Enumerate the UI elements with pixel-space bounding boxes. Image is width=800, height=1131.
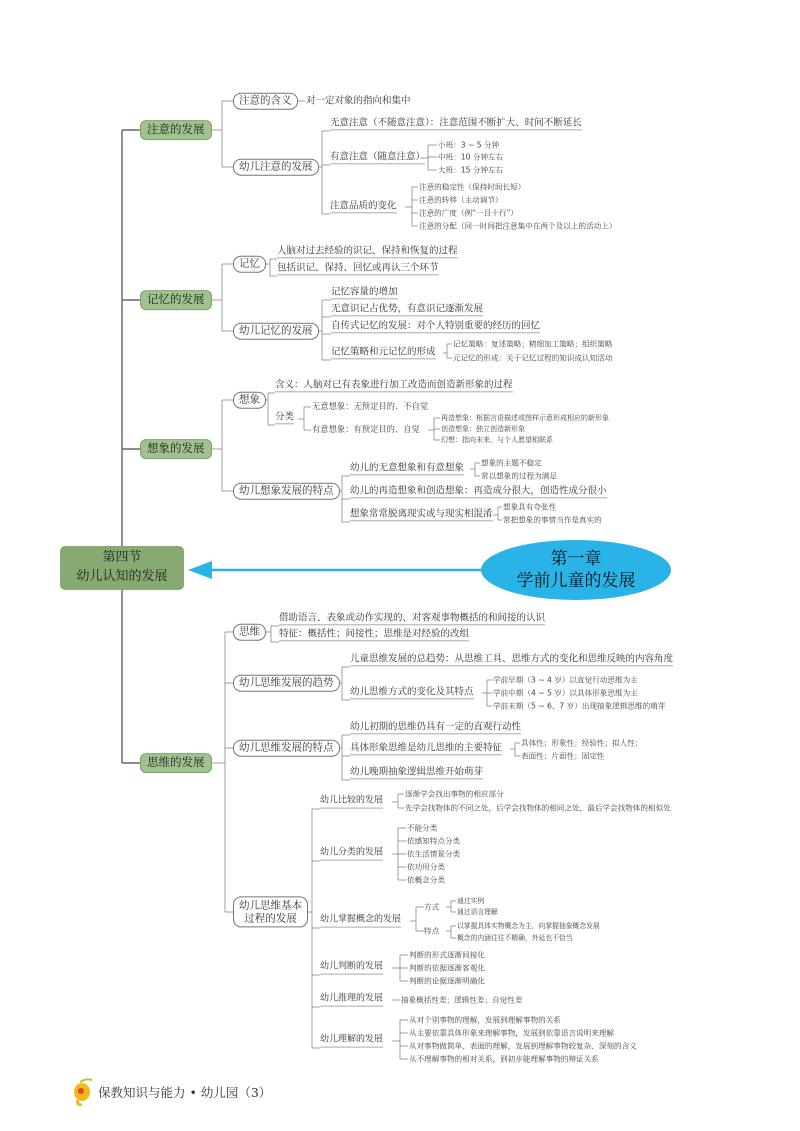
list-item: 创造想象：独立创造新形象: [441, 424, 525, 433]
list-item: 人脑对过去经验的识记、保持和恢复的过程: [277, 245, 458, 258]
attention-quality: 注意品质的变化: [330, 200, 397, 213]
concept-way: 方式: [424, 902, 440, 912]
thinking-node: 思维的发展: [140, 753, 212, 773]
list-item: 判断的形式逐渐间接化: [409, 950, 485, 960]
list-item: 常以想象的过程为满足: [481, 471, 557, 481]
unintentional-attention: 无意注意（不随意注意）：注意范围不断扩大、时间不断延长: [330, 117, 582, 130]
memory-strategy: 记忆策略和元记忆的形成: [331, 346, 436, 359]
list-item: 具体性；形象性；经验性；拟人性；: [521, 738, 643, 748]
memory-def-node: 记忆: [233, 256, 266, 273]
list-item: 依生活情景分类: [407, 849, 461, 859]
list-item: 想象具有夸张性: [503, 502, 557, 512]
understand-node: 幼儿理解的发展: [320, 1035, 383, 1048]
root-node: [60, 546, 184, 590]
root-line1: 第四节: [102, 550, 142, 565]
list-item: 判断的依据逐渐客观化: [409, 963, 485, 973]
imagination-types: 分类: [275, 411, 294, 424]
list-item: 注意的分配（同一时间把注意集中在两个及以上的活动上）: [419, 221, 617, 231]
footer-text: 保教知识与能力 • 幼儿园（3）: [98, 1085, 272, 1100]
memory-node: 记忆的发展: [140, 290, 212, 310]
process-line2: 过程的发展: [244, 912, 297, 924]
concept-feature: 特点: [424, 926, 440, 936]
list-item: 通过语言理解: [457, 907, 498, 916]
list-item: 抽象概括性差；逻辑性差；自觉性差: [401, 995, 523, 1005]
list-item: 无意想象：无预定目的、不自觉: [312, 401, 429, 412]
list-item: 幼儿思维方式的变化及其特点: [350, 686, 474, 699]
list-item: 大班：15 分钟左右: [438, 165, 504, 175]
thinking-traits-node: 幼儿思维发展的特点: [233, 740, 340, 757]
imagination-traits-node: 幼儿想象发展的特点: [233, 483, 340, 500]
list-item: 注意的转移（主动调节）: [419, 195, 503, 205]
footer: [72, 1078, 271, 1106]
list-item: 从对个别事物的理解，发展到理解事物的关系: [409, 1015, 561, 1025]
root-line2: 幼儿认知的发展: [76, 569, 168, 584]
list-item: 常把想象的事情当作是真实的: [503, 515, 602, 525]
list-item: 想象常常脱离现实或与现实相混淆: [350, 508, 493, 521]
list-item: 有意想象：有预定目的、自觉: [312, 424, 420, 435]
list-item: 通过实例: [457, 896, 485, 905]
list-item: 包括识记、保持、回忆或再认三个环节: [277, 262, 439, 275]
thinking-trend-node: 幼儿思维发展的趋势: [233, 675, 340, 692]
list-item: 概念的内涵往往不精确，外延也不恰当: [457, 933, 573, 942]
attention-dev-node: 幼儿注意的发展: [233, 159, 319, 176]
list-item: 学前末期（5 ~ 6、7 岁）出现抽象逻辑思维的萌芽: [493, 701, 666, 711]
intentional-attention: 有意注意（随意注意）: [330, 151, 425, 164]
list-item: 中班：10 分钟左右: [438, 152, 504, 162]
list-item: 幼儿初期的思维仍具有一定的直观行动性: [350, 721, 521, 734]
list-item: 依感知特点分类: [407, 836, 461, 846]
list-item: 学前早期（3 ~ 4 岁）以直觉行动思维为主: [493, 675, 638, 685]
imagination-def-node: 想象: [233, 392, 266, 409]
list-item: 无意识记占优势，有意识记逐渐发展: [331, 303, 483, 316]
list-item: 幻想：指向未来，与个人愿望相联系: [441, 435, 553, 444]
chapter-line1: 第一章: [550, 549, 602, 569]
list-item: 从主要依靠具体形象来理解事物，发展到依靠语言说明来理解: [409, 1028, 615, 1038]
list-item: 自传式记忆的发展：对个人特别重要的经历的回忆: [331, 320, 540, 333]
list-item: 幼儿的无意想象和有意想象: [350, 462, 464, 475]
list-item: 学前中期（4 ~ 5 岁）以具体形象思维为主: [493, 688, 638, 698]
list-item: 表面性；片面性；固定性: [521, 751, 605, 761]
list-item: 想象的主题不稳定: [481, 458, 542, 468]
classify-node: 幼儿分类的发展: [320, 848, 383, 861]
list-item: 特征：概括性；间接性；思维是对经验的改组: [279, 628, 469, 641]
judge-node: 幼儿判断的发展: [320, 962, 383, 975]
list-item: 依概念分类: [407, 875, 445, 885]
process-line1: 幼儿思维基本: [239, 899, 302, 912]
chapter-node: [481, 540, 671, 600]
list-item: 儿童思维发展的总趋势：从思维工具、思维方式的变化和思维反映的内容角度: [350, 653, 673, 666]
list-item: 判断的论据逐渐明确化: [409, 976, 485, 986]
list-item: 具体形象思维是幼儿思维的主要特征: [350, 742, 502, 755]
list-item: 记忆策略：复述策略；精细加工策略；组织策略: [453, 339, 613, 349]
list-item: 借助语言、表象或动作实现的、对客观事物概括的和间接的认识: [279, 612, 545, 625]
chapter-line2: 学前儿童的发展: [516, 571, 636, 591]
list-item: 以掌握具体实物概念为主，向掌握抽象概念发展: [457, 921, 600, 930]
list-item: 幼儿晚期抽象逻辑思维开始萌芽: [350, 766, 483, 779]
list-item: 再造想象：根据言语描述或图样示意形成相应的新形象: [441, 413, 609, 422]
reason-node: 幼儿推理的发展: [320, 994, 383, 1007]
list-item: 先学会找物体的不同之处，后学会找物体的相同之处，最后学会找物体的相似处: [405, 803, 671, 813]
compare-node: 幼儿比较的发展: [320, 796, 383, 809]
list-item: 依功用分类: [407, 862, 445, 872]
list-item: 注意的广度（例“一目十行”）: [419, 208, 518, 218]
arrow-head-icon: [188, 561, 212, 579]
concept-node: 幼儿掌握概念的发展: [320, 915, 401, 928]
mascot-logo-icon: [72, 1078, 94, 1106]
thinking-process-node: [233, 896, 308, 927]
thinking-def-node: 思维: [233, 624, 266, 641]
attention-meaning-text: 对一定对象的指向和集中: [306, 95, 411, 107]
memory-dev-node: 幼儿记忆的发展: [233, 323, 319, 340]
list-item: 注意的稳定性（保持时间长短）: [419, 182, 526, 192]
list-item: 从不理解事物的相对关系，到初步能理解事物的辩证关系: [409, 1054, 599, 1064]
list-item: 小班：3 ~ 5 分钟: [438, 140, 500, 150]
attention-node: 注意的发展: [140, 120, 212, 140]
list-item: 记忆容量的增加: [331, 286, 398, 299]
list-item: 逐渐学会找出事物的相应部分: [405, 789, 504, 799]
list-item: 元记忆的形成：关于记忆过程的知识或认知活动: [453, 353, 613, 363]
imagination-meaning: 含义：人脑对已有表象进行加工改造而创造新形象的过程: [275, 379, 513, 392]
list-item: 幼儿的再造想象和创造想象：再造成分很大，创造性成分很小: [350, 485, 607, 498]
imagination-node: 想象的发展: [140, 439, 212, 459]
list-item: 不能分类: [407, 823, 438, 833]
list-item: 从对事物做简单、表面的理解，发展到理解事物较复杂、深刻的含义: [409, 1041, 637, 1051]
attention-meaning-node: 注意的含义: [233, 93, 298, 110]
